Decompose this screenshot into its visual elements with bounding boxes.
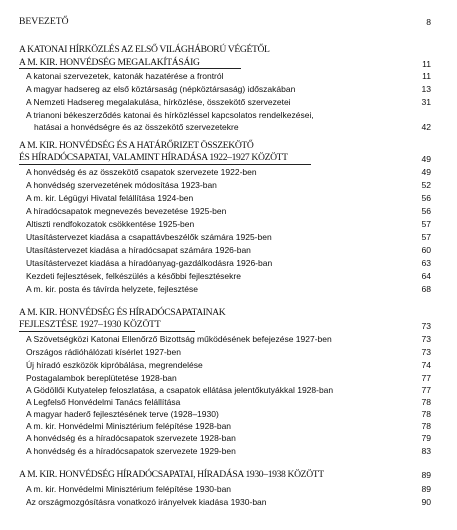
toc-entry: A m. kir. Honvédelmi Minisztérium felépítése 1928-ban [26,421,232,431]
toc-entry: Új híradó eszközök kipróbálása, megrendelése [26,360,203,370]
toc-entry-page: 56 [421,193,431,203]
toc-entry: A honvédség szervezetének módosítása 1923-ban [26,180,217,190]
chapter-title-line: A M. KIR. HONVÉDSÉG ÉS HÍRADÓCSAPATAINAK [19,307,226,318]
toc-entry: Postagalambok bereplütetése 1928-ban [26,373,177,383]
toc-entry: A Nemzeti Hadsereg megalakulása, hírközlése, összekötő szervezetei [26,97,291,107]
chapter-title-line: A M. KIR. HONVÉDSÉG MEGALAKÍTÁSÁIG [19,57,200,68]
toc-entry-page: 73 [421,347,431,357]
toc-entry: A trianoni békeszerződés katonai és hírközléssel kapcsolatos rendelkezései, [26,110,314,120]
toc-entry-page: 57 [421,232,431,242]
toc-entry: A m. kir. Honvédelmi Minisztérium felépítése 1930-ban [26,484,232,494]
chapter-underline [19,68,241,69]
chapter-underline [19,164,311,165]
toc-entry: A Gödöllői Kutyatelep feloszlatása, a csapatok ellátása jelentőkutyákkal 1928-ban [26,385,334,395]
chapter-title-line: FEJLESZTÉSE 1927–1930 KÖZÖTT [19,319,161,330]
toc-entry-page: 90 [421,497,431,507]
toc-entry: A honvédség és az összekötő csapatok szervezete 1922-ben [26,167,257,177]
toc-entry: A katonai szervezetek, katonák hazatérése a frontról [26,71,224,81]
chapter-page: 49 [421,154,431,164]
toc-entry-page: 11 [422,71,431,81]
toc-entry-page: 77 [421,373,431,383]
toc-entry-page: 73 [421,334,431,344]
chapter-page: 73 [421,321,431,331]
toc-entry-page: 64 [421,271,431,281]
toc-entry: Utasítástervezet kiadása a híradócsapat számára 1926-ban [26,245,251,255]
toc-entry-page: 42 [421,122,431,132]
chapter-underline [19,331,195,332]
toc-entry-page: 52 [421,180,431,190]
toc-entry: A magyar hadsereg az első köztársaság (népköztársaság) időszakában [26,84,296,94]
toc-entry: A Legfelső Honvédelmi Tanács felállítása [26,397,181,407]
toc-entry-page: 74 [421,360,431,370]
toc-entry-page: 77 [421,385,431,395]
toc-entry-page: 78 [421,397,431,407]
toc-entry: A honvédség és a híradócsapatok szervezete 1928-ban [26,433,236,443]
toc-entry-page: 13 [421,84,431,94]
toc-entry-page: 68 [421,284,431,294]
toc-entry-page: 63 [421,258,431,268]
toc-entry-page: 78 [421,409,431,419]
toc-entry-page: 79 [421,433,431,443]
chapter-title-line: A M. KIR. HONVÉDSÉG ÉS A HATÁRŐRIZET ÖSSZEKÖTŐ [19,140,254,151]
toc-entry-page: 89 [421,484,431,494]
toc-entry-page: 57 [421,219,431,229]
toc-entry: A híradócsapatok megnevezés bevezetése 1925-ben [26,206,227,216]
toc-entry: A Szövetségközi Katonai Ellenőrző Bizottság működésének befejezése 1927-ben [26,334,332,344]
toc-entry: Az országmozgósításra vonatkozó irányelvek kiadása 1930-ban [26,497,267,507]
toc-entry: hatásai a honvédségre és az összekötő szervezetekre [34,122,239,132]
toc-entry: Utasítástervezet kiadása a híradóanyag-gazdálkodásra 1926-ban [26,258,273,268]
toc-entry: A m. kir. Légügyi Hivatal felállítása 1924-ben [26,193,194,203]
toc-entry: A m. kir. posta és távírda helyzete, fejlesztése [26,284,198,294]
chapter-page: 89 [421,470,431,480]
toc-entry-page: 56 [421,206,431,216]
toc-entry-page: 60 [421,245,431,255]
toc-entry: A magyar haderő fejlesztésének terve (1928–1930) [26,409,219,419]
chapter-title-line: A KATONAI HÍRKÖZLÉS AZ ELSŐ VILÁGHÁBORÚ VÉGÉTŐL [19,44,270,55]
chapter-title-line: A M. KIR. HONVÉDSÉG HÍRADÓCSAPATAI, HÍRADÁSA 1930–1938 KÖZÖTT [19,469,324,480]
chapter-page: 11 [422,59,431,69]
toc-entry-page: 83 [421,446,431,456]
toc-entry-page: 31 [421,97,431,107]
toc-entry-page: 78 [421,421,431,431]
toc-entry-page: 49 [421,167,431,177]
toc-entry: Országos rádióhálózati kísérlet 1927-ben [26,347,181,357]
toc-entry: Kezdeti fejlesztések, felkészülés a későbbi fejlesztésekre [26,271,241,281]
toc-entry: Utasítástervezet kiadása a csapattávbeszélők számára 1925-ben [26,232,272,242]
intro-title: BEVEZETŐ [19,16,69,27]
toc-entry: Altiszti rendfokozatok csökkentése 1925-ben [26,219,195,229]
intro-page: 8 [426,17,431,27]
chapter-title-line: ÉS HÍRADÓCSAPATAI, VALAMINT HÍRADÁSA 1922–1927 KÖZÖTT [19,152,288,163]
toc-entry: A honvédség és a híradócsapatok szervezete 1929-ben [26,446,236,456]
